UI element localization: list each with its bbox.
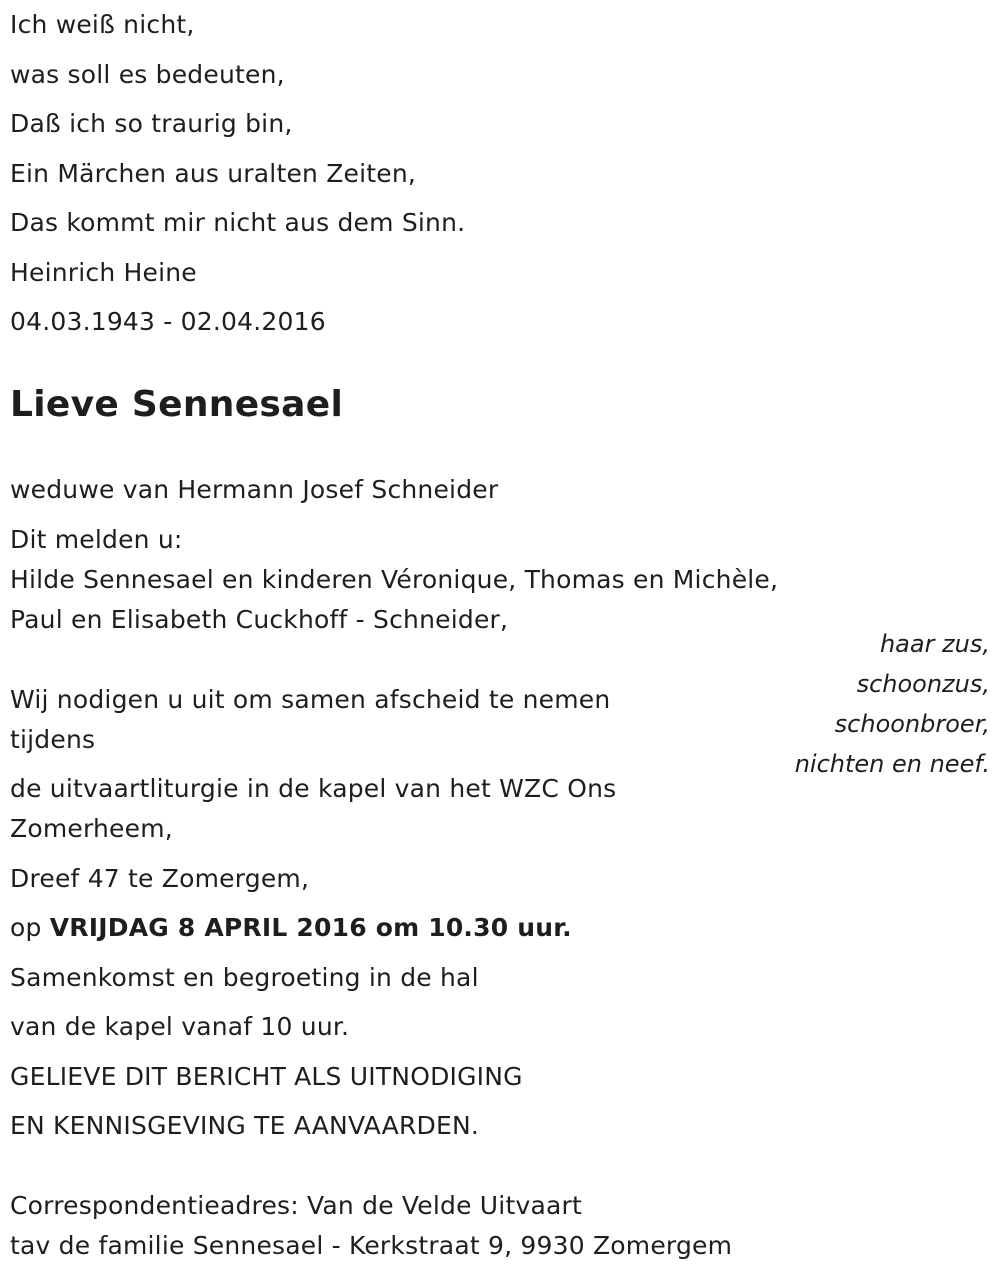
poem-line-1: Ich weiß nicht, bbox=[10, 10, 195, 39]
correspondence-line-2: tav de familie Sennesael - Kerkstraat 9, 9930 Zomergem bbox=[10, 1231, 733, 1260]
widow-of: weduwe van Hermann Josef Schneider bbox=[10, 475, 499, 504]
poem-line-4: Ein Märchen aus uralten Zeiten, bbox=[10, 159, 417, 188]
relation-4: nichten en neef. bbox=[794, 750, 990, 778]
invitation-line-2a: de uitvaartliturgie in de kapel van het WZC Ons bbox=[10, 774, 617, 803]
ceremony-date-time: VRIJDAG 8 APRIL 2016 om 10.30 uur. bbox=[49, 913, 572, 942]
poem-line-3: Daß ich so traurig bin, bbox=[10, 109, 293, 138]
announcer-family-2: Paul en Elisabeth Cuckhoff - Schneider, bbox=[10, 605, 509, 634]
poem-author: Heinrich Heine bbox=[10, 258, 197, 287]
deceased-name: Lieve Sennesael bbox=[10, 384, 344, 425]
poem-line-2: was soll es bedeuten, bbox=[10, 60, 285, 89]
ceremony-date bbox=[10, 908, 572, 948]
invitation-address: Dreef 47 te Zomergem, bbox=[10, 864, 310, 893]
relation-1: haar zus, bbox=[879, 630, 990, 658]
ceremony-date-prefix: op bbox=[10, 913, 42, 942]
gathering-line-1: Samenkomst en begroeting in de hal bbox=[10, 963, 479, 992]
invitation-line-1b: tijdens bbox=[10, 725, 96, 754]
announcers-intro: Dit melden u: bbox=[10, 525, 183, 554]
relation-3: schoonbroer, bbox=[834, 710, 990, 738]
correspondence-line-1: Correspondentieadres: Van de Velde Uitvaart bbox=[10, 1191, 582, 1220]
relation-2: schoonzus, bbox=[856, 670, 990, 698]
invitation-line-2b: Zomerheem, bbox=[10, 814, 173, 843]
invitation-line-1a: Wij nodigen u uit om samen afscheid te nemen bbox=[10, 685, 611, 714]
announcer-family-1: Hilde Sennesael en kinderen Véronique, Thomas en Michèle, bbox=[10, 565, 779, 594]
gathering-line-2: van de kapel vanaf 10 uur. bbox=[10, 1012, 350, 1041]
life-dates: 04.03.1943 - 02.04.2016 bbox=[10, 307, 326, 336]
notice-line-1: GELIEVE DIT BERICHT ALS UITNODIGING bbox=[10, 1062, 523, 1091]
family-relations bbox=[795, 624, 990, 784]
poem-line-5: Das kommt mir nicht aus dem Sinn. bbox=[10, 208, 466, 237]
notice-line-2: EN KENNISGEVING TE AANVAARDEN. bbox=[10, 1111, 480, 1140]
